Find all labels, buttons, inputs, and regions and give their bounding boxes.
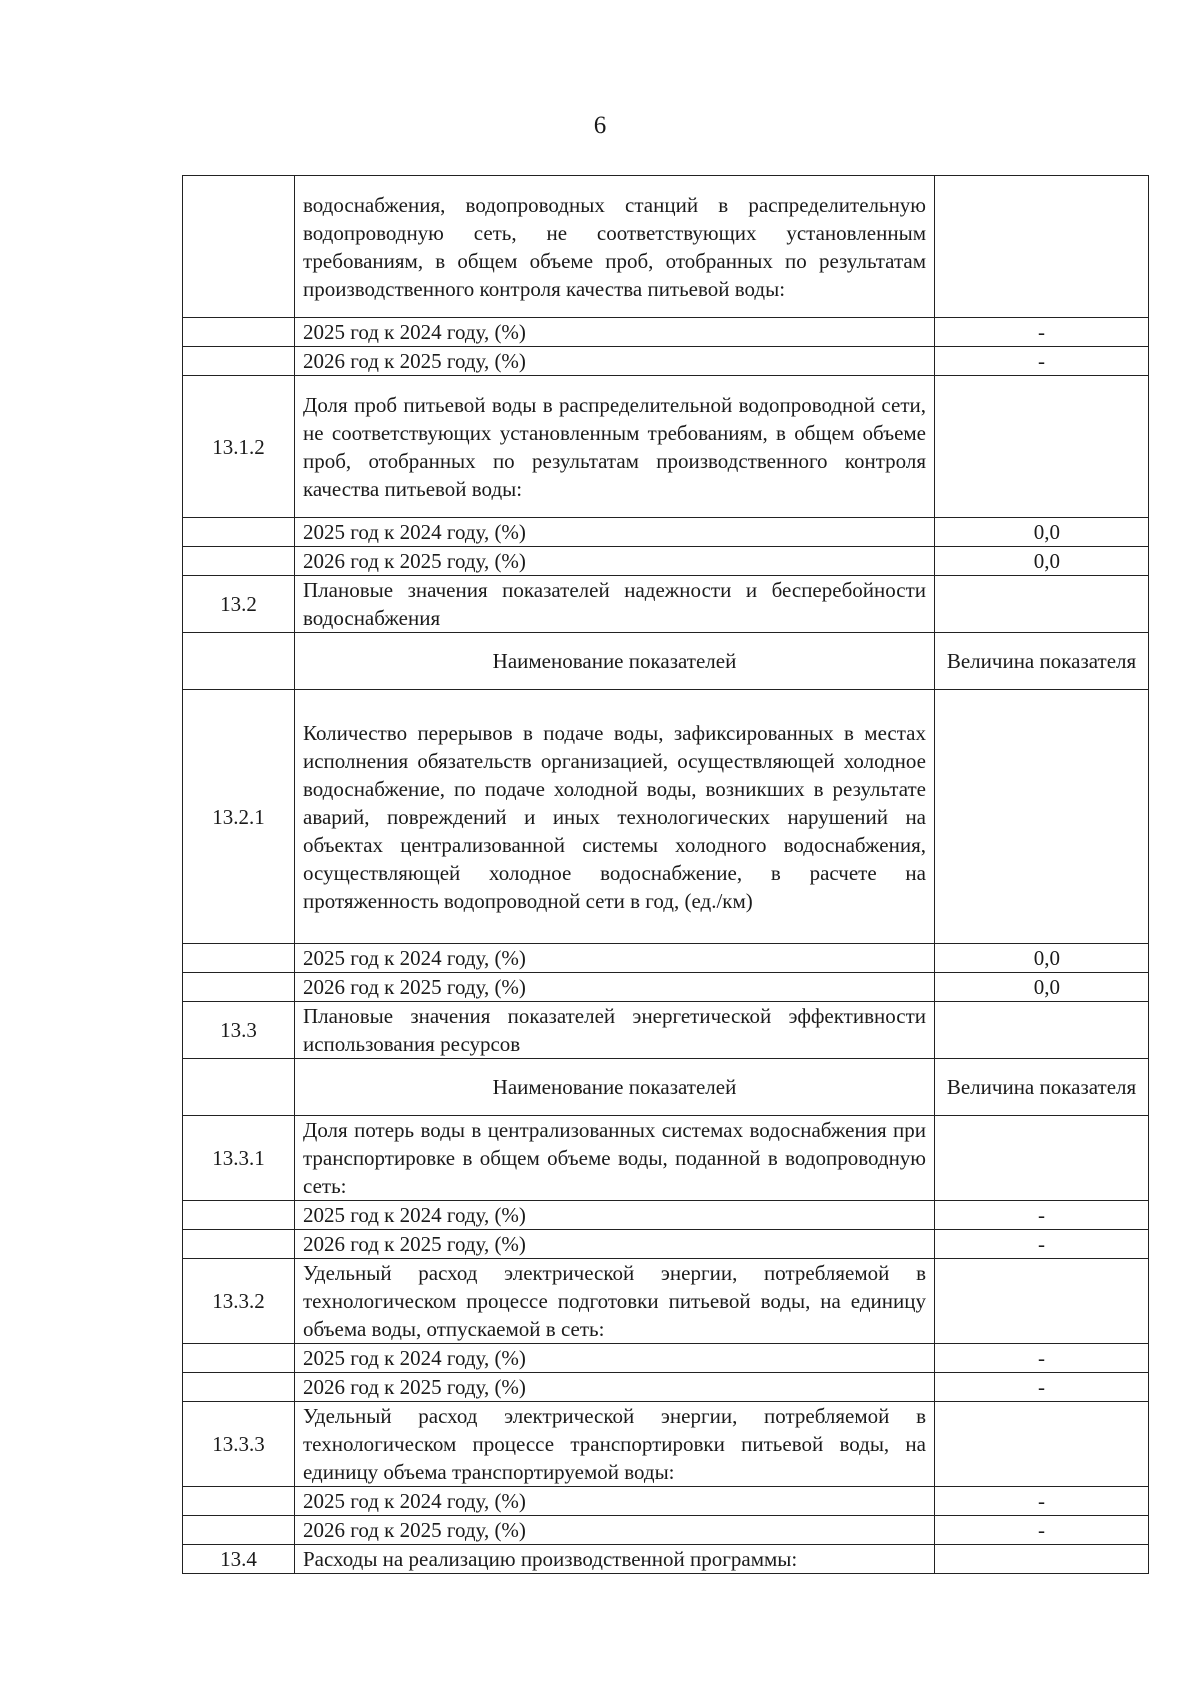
table-header-row [183,633,1149,690]
indicator-value [935,1545,1149,1574]
indicator-value [935,176,1149,318]
row-number: 13.2.1 [183,690,295,944]
indicator-description: 2025 год к 2024 году, (%) [295,318,935,347]
indicator-description: Удельный расход электрической энергии, потребляемой в технологическом процессе подготовки питьевой воды, на единицу объема воды, отпускаемой в сеть: [295,1259,935,1344]
row-number [183,633,295,690]
table-row [183,1230,1149,1259]
indicator-value: - [935,318,1149,347]
row-number [183,547,295,576]
indicator-description: Удельный расход электрической энергии, потребляемой в технологическом процессе транспортировки питьевой воды, на единицу объема транспортируемой воды: [295,1402,935,1487]
table-row [183,518,1149,547]
row-number: 13.3.1 [183,1116,295,1201]
indicator-value: 0,0 [935,973,1149,1002]
row-number [183,1230,295,1259]
indicator-value: - [935,1516,1149,1545]
row-number: 13.2 [183,576,295,633]
table-row [183,318,1149,347]
indicator-description: 2026 год к 2025 году, (%) [295,347,935,376]
indicator-description: Плановые значения показателей надежности и бесперебойности водоснабжения [295,576,935,633]
indicator-value: - [935,1344,1149,1373]
indicator-value: - [935,1487,1149,1516]
row-number [183,1201,295,1230]
indicator-description: 2025 год к 2024 году, (%) [295,944,935,973]
indicator-value [935,1002,1149,1059]
page-number: 6 [593,112,607,139]
indicator-description: 2026 год к 2025 году, (%) [295,1516,935,1545]
indicator-name-header: Наименование показателей [295,1059,935,1116]
indicator-description: 2026 год к 2025 году, (%) [295,973,935,1002]
indicator-description: 2025 год к 2024 году, (%) [295,518,935,547]
indicator-value [935,1116,1149,1201]
indicator-description: Плановые значения показателей энергетической эффективности использования ресурсов [295,1002,935,1059]
indicator-description: 2026 год к 2025 году, (%) [295,1230,935,1259]
table-row [183,1002,1149,1059]
indicator-name-header: Наименование показателей [295,633,935,690]
table-row [183,690,1149,944]
table-row [183,347,1149,376]
table-row [183,1344,1149,1373]
indicators-table-body [183,176,1149,1574]
row-number [183,944,295,973]
indicator-description: Количество перерывов в подаче воды, зафиксированных в местах исполнения обязательств организацией, осуществляющей холодное водоснабжение, по подаче холодной воды, возникших в результате аварий, повреждений и иных технологических нарушений на объектах централизованной системы холодного водоснабжения, осуществляющей холодное водоснабжение, в расчете на протяженность водопроводной сети в год, (ед./км) [295,690,935,944]
indicator-description: 2025 год к 2024 году, (%) [295,1201,935,1230]
indicator-value [935,690,1149,944]
indicator-value [935,376,1149,518]
indicator-description: Доля проб питьевой воды в распределительной водопроводной сети, не соответствующих установленным требованиям, в общем объеме проб, отобранных по результатам производственного контроля качества питьевой воды: [295,376,935,518]
indicator-value: - [935,347,1149,376]
table-row [183,1373,1149,1402]
indicator-value [935,576,1149,633]
indicator-value: - [935,1201,1149,1230]
row-number [183,1344,295,1373]
table-row [183,973,1149,1002]
table-row [183,547,1149,576]
row-number [183,318,295,347]
row-number [183,176,295,318]
table-row [183,576,1149,633]
row-number: 13.3.2 [183,1259,295,1344]
table-row [183,1516,1149,1545]
table-row [183,1116,1149,1201]
table-row [183,1402,1149,1487]
table-header-row [183,1059,1149,1116]
indicators-table [182,175,1149,1574]
indicator-value: 0,0 [935,547,1149,576]
table-row [183,1201,1149,1230]
table-row [183,376,1149,518]
indicator-value: 0,0 [935,518,1149,547]
row-number [183,1373,295,1402]
row-number [183,1487,295,1516]
row-number [183,518,295,547]
indicator-description: 2025 год к 2024 году, (%) [295,1487,935,1516]
row-number [183,1059,295,1116]
indicator-value-header: Величина показателя [935,633,1149,690]
table-row [183,1487,1149,1516]
row-number: 13.4 [183,1545,295,1574]
indicator-value: 0,0 [935,944,1149,973]
row-number [183,973,295,1002]
indicator-description: Доля потерь воды в централизованных системах водоснабжения при транспортировке в общем объеме воды, поданной в водопроводную сеть: [295,1116,935,1201]
table-row [183,176,1149,318]
table-row [183,944,1149,973]
indicator-description: 2026 год к 2025 году, (%) [295,1373,935,1402]
indicator-value: - [935,1230,1149,1259]
row-number: 13.3 [183,1002,295,1059]
indicator-description: Расходы на реализацию производственной программы: [295,1545,935,1574]
row-number: 13.1.2 [183,376,295,518]
row-number: 13.3.3 [183,1402,295,1487]
indicator-value-header: Величина показателя [935,1059,1149,1116]
indicator-description: 2026 год к 2025 году, (%) [295,547,935,576]
table-row [183,1259,1149,1344]
indicator-value: - [935,1373,1149,1402]
indicator-value [935,1259,1149,1344]
table-row [183,1545,1149,1574]
row-number [183,347,295,376]
indicator-description: водоснабжения, водопроводных станций в распределительную водопроводную сеть, не соответствующих установленным требованиям, в общем объеме проб, отобранных по результатам производственного контроля качества питьевой воды: [295,176,935,318]
row-number [183,1516,295,1545]
indicator-value [935,1402,1149,1487]
indicator-description: 2025 год к 2024 году, (%) [295,1344,935,1373]
